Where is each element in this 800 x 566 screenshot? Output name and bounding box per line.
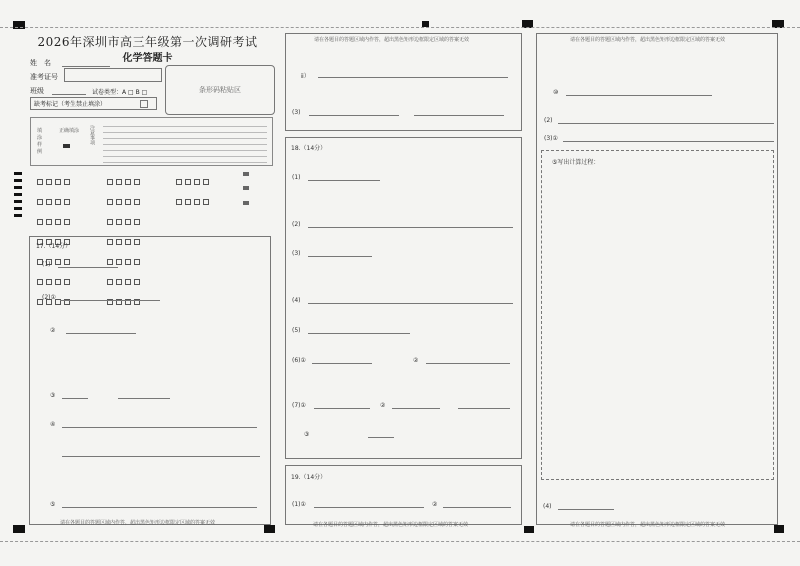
q19-part4: (4) (543, 503, 552, 510)
q19-part1-2: ② (432, 501, 438, 508)
row-mark-7 (14, 214, 22, 217)
header-note-mid: 请在各题目的答题区域内作答，超出黑色矩形边框限定区域的答案无效 (314, 37, 470, 43)
q17-part2-1-answer[interactable] (60, 300, 160, 301)
choice-block-3[interactable] (176, 171, 212, 177)
legend-title: 填 涂 样 例 (37, 128, 43, 155)
calculation-label: ⑤写出计算过程： (552, 159, 600, 166)
bottom-cut-line (0, 541, 800, 542)
choice-row[interactable] (37, 191, 73, 210)
absent-checkbox[interactable] (140, 100, 148, 108)
q17-part1-answer[interactable] (58, 267, 118, 268)
side-mark-2 (243, 186, 249, 190)
side-mark-1 (243, 172, 249, 176)
choice-row[interactable] (107, 191, 143, 210)
q19-part2: (2) (544, 117, 553, 124)
q19-part4-answer[interactable] (558, 509, 614, 510)
q18-part1-answer[interactable] (308, 180, 380, 181)
q16-part3-answer-a[interactable] (309, 115, 399, 116)
q17-part2-2-answer[interactable] (66, 333, 136, 334)
q16-part2-2: ⅱ） (301, 73, 310, 80)
row-mark-1 (14, 172, 22, 175)
q17-part2-1: (2)① (42, 294, 56, 301)
q16-part3: (3) (292, 109, 301, 116)
footer-note-mid: 请在各题目的答题区域内作答，超出黑色矩形边框限定区域的答案无效 (313, 522, 469, 528)
choice-block-2[interactable] (107, 171, 143, 177)
row-mark-5 (14, 200, 22, 203)
q19-part2-answer[interactable] (558, 123, 774, 124)
q17-part2-3: ③ (50, 392, 56, 399)
paper-type: 试卷类型：A □ B □ (92, 89, 148, 96)
q18-part3: (3) (292, 250, 301, 257)
row-mark-4 (14, 193, 22, 196)
q18-part6-2: ② (413, 357, 419, 364)
id-label: 准考证号 (30, 73, 58, 81)
choice-row[interactable] (37, 211, 73, 230)
q18-part2-answer[interactable] (308, 227, 513, 228)
q18-heading: 18.（14分） (291, 145, 327, 152)
absent-label: 缺考标记（考生禁止填涂） (34, 101, 107, 108)
q19-part1-1-answer[interactable] (314, 507, 424, 508)
row-mark-3 (14, 186, 22, 189)
q19-part1-2-answer[interactable] (443, 507, 511, 508)
legend-label: 正确填涂 (59, 128, 80, 134)
q18-part3-answer[interactable] (308, 256, 372, 257)
choice-row[interactable] (176, 191, 212, 210)
q19-part10: ⑩ (553, 89, 559, 96)
notes-text (103, 122, 267, 163)
notes-heading: 注意事项 (89, 125, 95, 145)
calculation-box[interactable] (541, 150, 774, 480)
q18-part7-1: (7)① (292, 402, 306, 409)
barcode-area (165, 65, 275, 115)
q18-part4: (4) (292, 297, 301, 304)
q19-part10-answer[interactable] (566, 95, 712, 96)
q19-part1-1: (1)① (292, 501, 306, 508)
q17-part2-4: ④ (50, 421, 56, 428)
name-field[interactable] (62, 66, 110, 67)
q16-continued-panel (285, 33, 522, 131)
sheet-subtitle: 化学答题卡 (122, 53, 173, 64)
row-mark-2 (14, 179, 22, 182)
q18-part7-2-answer[interactable] (392, 408, 440, 409)
q18-part2: (2) (292, 221, 301, 228)
instructions-box (30, 117, 273, 166)
q17-panel (29, 236, 271, 525)
top-cut-line (0, 27, 800, 28)
row-mark-6 (14, 207, 22, 210)
q19-heading: 19.（14分） (291, 474, 327, 481)
exam-title: 2026年深圳市高三年级第一次调研考试 (37, 35, 258, 49)
choice-row[interactable] (37, 171, 73, 190)
q18-part1: (1) (292, 174, 301, 181)
q18-part7-3: ③ (304, 431, 310, 438)
q17-part2-2: ② (50, 327, 56, 334)
q16-part3-answer-b[interactable] (414, 115, 504, 116)
q16-part2-2-answer[interactable] (318, 77, 508, 78)
q17-part2-5-answer[interactable] (62, 507, 257, 508)
q18-part6-1-answer[interactable] (312, 363, 372, 364)
class-label: 班级 (30, 87, 44, 95)
q18-part7-1-answer[interactable] (314, 408, 370, 409)
header-note-right: 请在各题目的答题区域内作答，超出黑色矩形边框限定区域的答案无效 (570, 37, 726, 43)
choice-row[interactable] (107, 211, 143, 230)
q17-part2-4-answer[interactable] (62, 427, 257, 428)
id-number-field[interactable] (64, 68, 162, 82)
q18-part7-2-answer-b[interactable] (458, 408, 510, 409)
filled-bubble-example (63, 144, 70, 148)
q18-part6-1: (6)① (292, 357, 306, 364)
name-label: 姓 名 (30, 59, 51, 67)
q18-part7-2: ② (380, 402, 386, 409)
side-mark-3 (243, 201, 249, 205)
barcode-label: 条形码粘贴区 (199, 86, 241, 94)
q17-part1: (1) (42, 261, 51, 268)
footer-note-right: 请在各题目的答题区域内作答，超出黑色矩形边框限定区域的答案无效 (570, 522, 726, 528)
class-field[interactable] (52, 94, 86, 95)
choice-block-1[interactable] (37, 171, 73, 177)
q18-part5: (5) (292, 327, 301, 334)
q18-part7-3-answer[interactable] (368, 437, 394, 438)
choice-row[interactable] (176, 171, 212, 190)
q17-part2-5: ⑤ (50, 501, 56, 508)
q18-part4-answer[interactable] (308, 303, 513, 304)
q19-part3-1: (3)① (544, 135, 558, 142)
q18-part6-2-answer[interactable] (426, 363, 510, 364)
corner-mark-bottom-left (13, 525, 25, 533)
corner-mark-bottom-right (774, 525, 784, 533)
q18-panel (285, 137, 522, 459)
choice-row[interactable] (107, 171, 143, 190)
q18-part5-answer[interactable] (308, 333, 410, 334)
q17-heading: 17.（14分） (36, 243, 72, 250)
q17-part2-4-answer-2[interactable] (62, 456, 260, 457)
corner-mark-bottom-mid-right (524, 526, 534, 533)
corner-mark-bottom-mid-left (264, 525, 275, 533)
q17-part2-3-answer-a[interactable] (62, 398, 88, 399)
q19-part3-1-answer[interactable] (563, 141, 774, 142)
q17-part2-3-answer-b[interactable] (118, 398, 170, 399)
footer-note-left: 请在各题目的答题区域内作答，超出黑色矩形边框限定区域的答案无效 (60, 520, 216, 526)
